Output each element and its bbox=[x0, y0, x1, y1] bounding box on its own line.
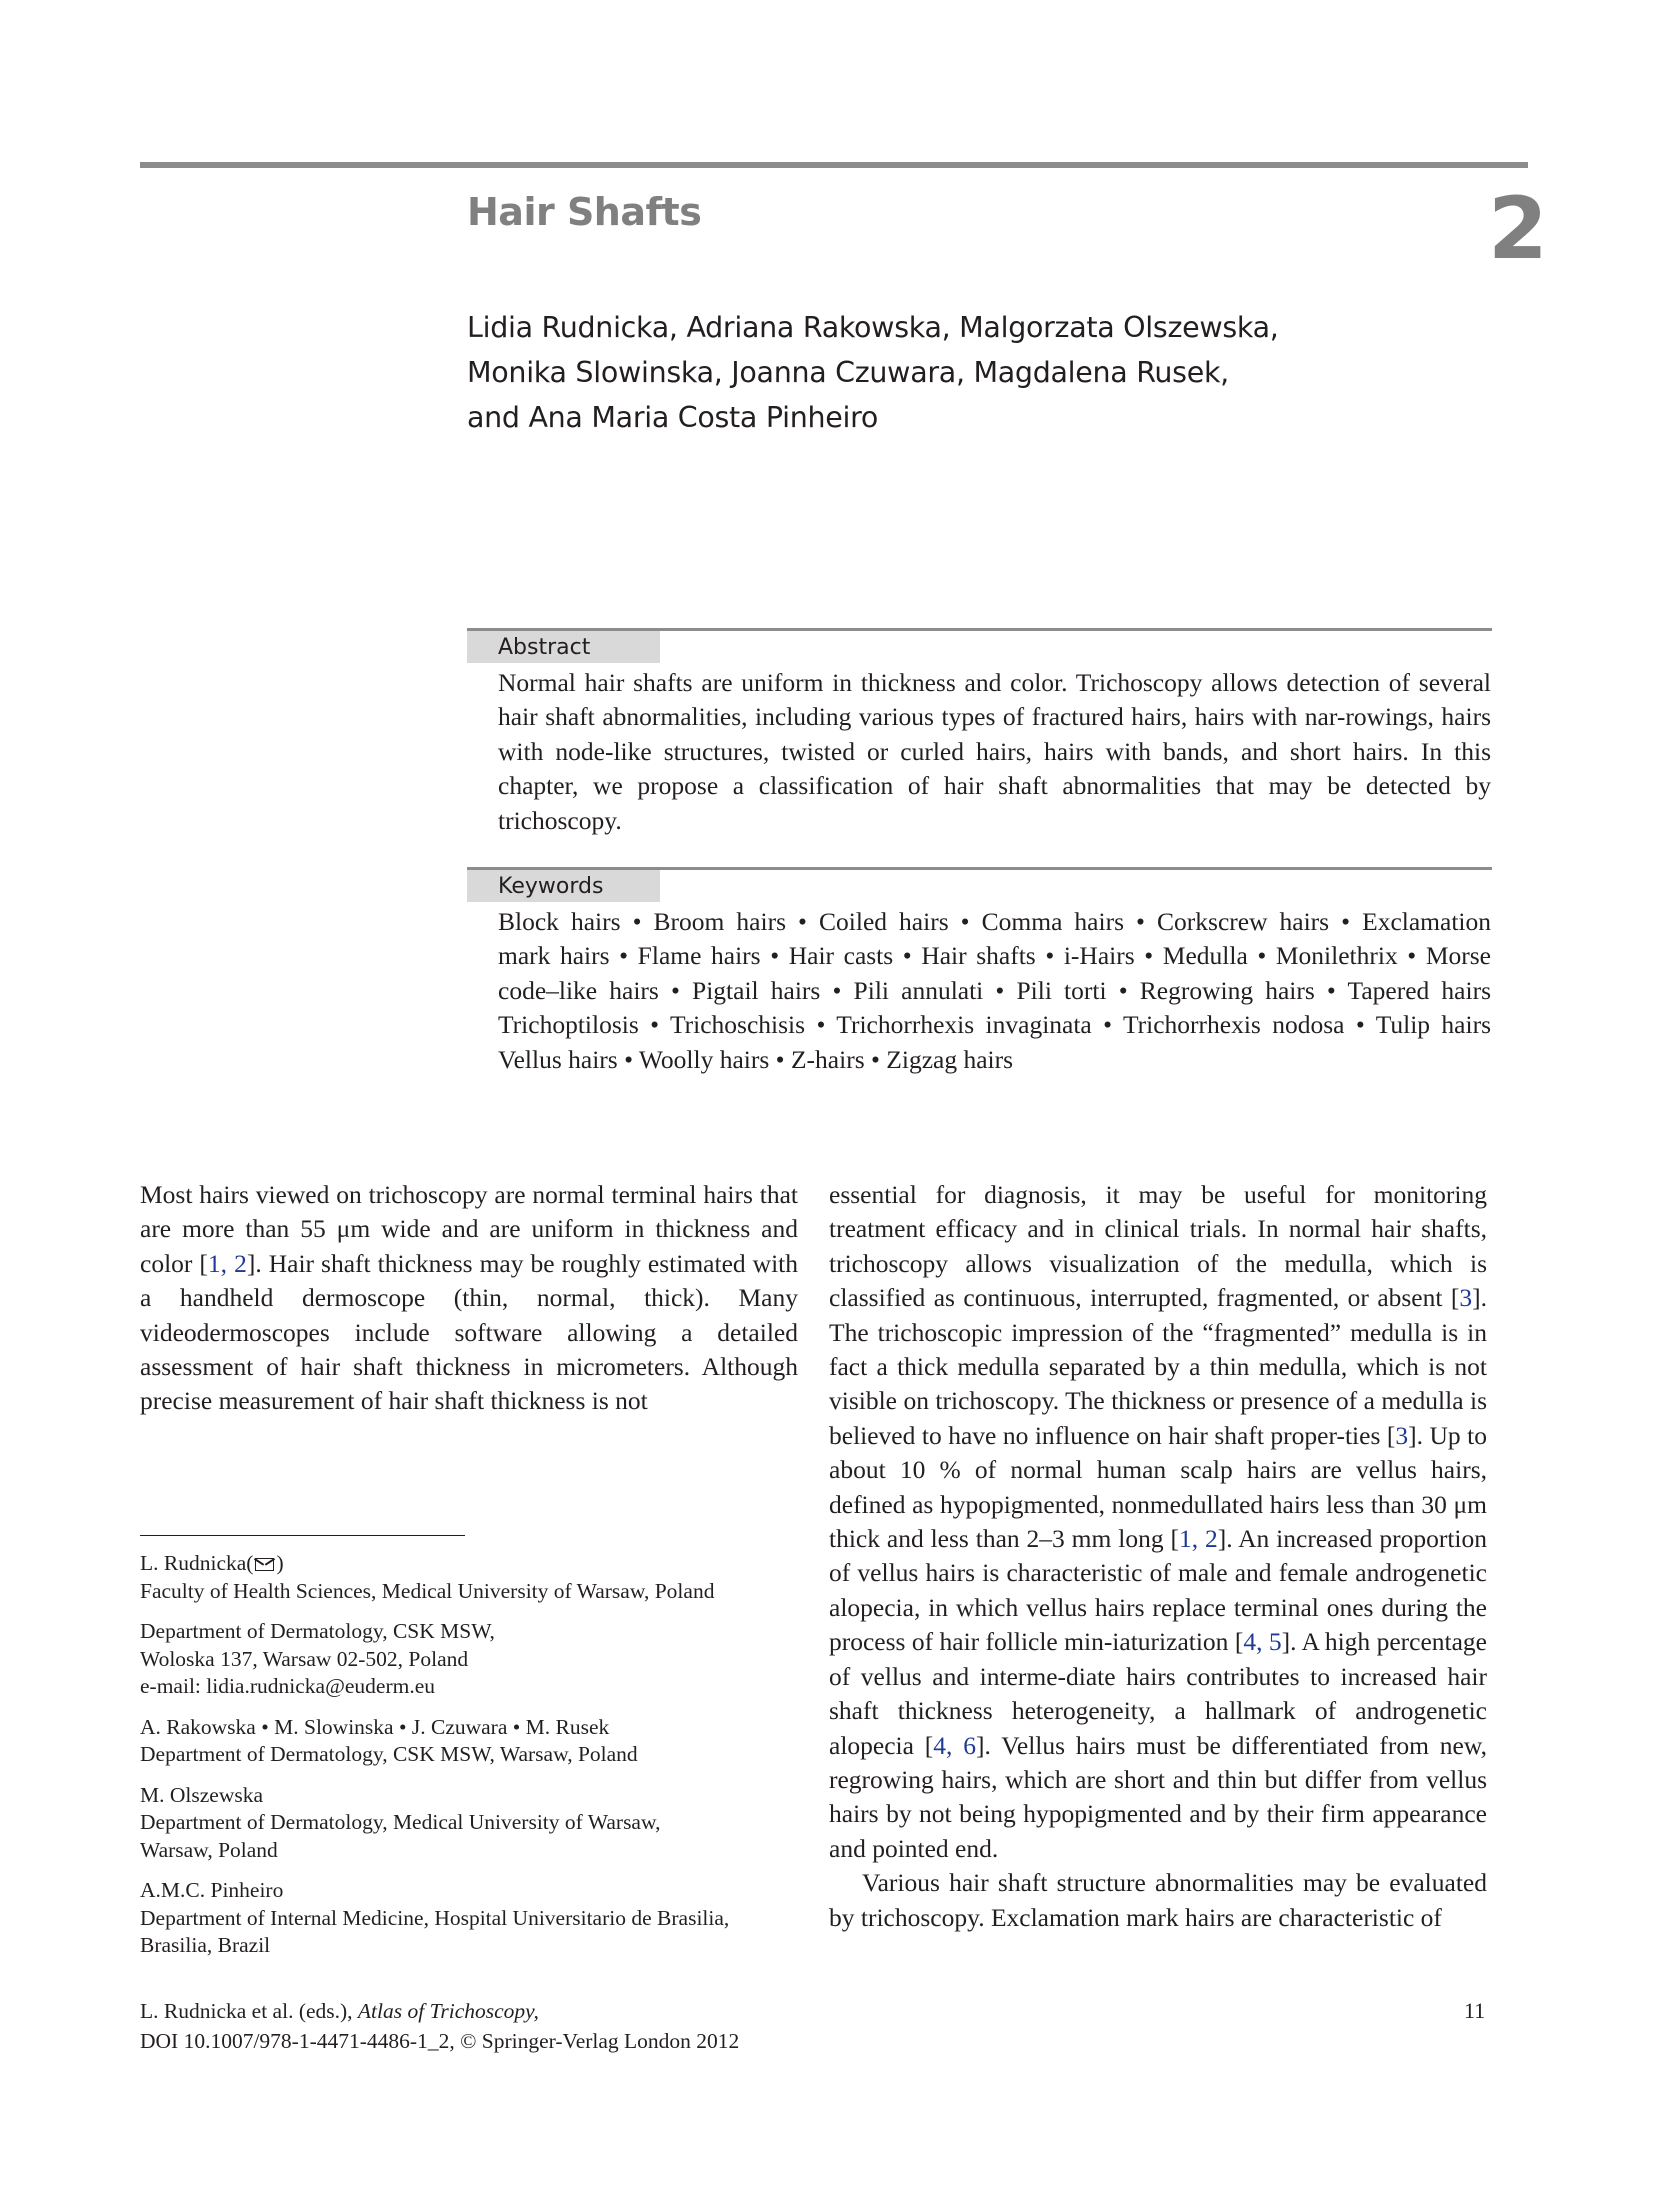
reference-link[interactable]: 3 bbox=[1459, 1283, 1473, 1313]
author-list bbox=[467, 305, 1367, 440]
keywords-line: code–like hairs • Pigtail hairs • Pili annulati • Pili torti • Regrowing hairs • Tapered hairs bbox=[498, 975, 1491, 1005]
book-citation bbox=[140, 1996, 739, 2056]
keywords-line: mark hairs • Flame hairs • Hair casts • Hair shafts • i-Hairs • Medulla • Monilethrix • Morse bbox=[498, 941, 1491, 971]
envelope-icon bbox=[255, 1558, 274, 1571]
reference-link[interactable]: 4, 5 bbox=[1243, 1627, 1282, 1657]
reference-link[interactable]: 1, 2 bbox=[1178, 1524, 1218, 1554]
author-line: and Ana Maria Costa Pinheiro bbox=[467, 401, 879, 434]
citation-line bbox=[140, 1996, 739, 2026]
chapter-top-rule bbox=[140, 162, 1528, 168]
body-paragraph: Various hair shaft structure abnormalities may be evaluated by trichoscopy. Exclamation mark hairs are characteristic of bbox=[829, 1868, 1487, 1932]
affiliation-block bbox=[140, 1550, 820, 1605]
affiliations bbox=[140, 1550, 820, 1973]
affiliation-block bbox=[140, 1782, 820, 1865]
footnote-rule bbox=[140, 1535, 465, 1536]
abstract-label: Abstract bbox=[467, 631, 660, 663]
email-line[interactable]: e-mail: lidia.rudnicka@euderm.eu bbox=[140, 1674, 436, 1698]
corresponding-author: L. Rudnicka( ) bbox=[140, 1551, 284, 1575]
text-run: ]. Vellus hairs must be differentiated from new, regrowing hairs, which are short and thin but differ from vellus hairs by not being hypopigmented and by their firm appearance and pointed end. bbox=[829, 1730, 1488, 1863]
affiliation-line: Department of Internal Medicine, Hospital Universitario de Brasilia, bbox=[140, 1905, 730, 1930]
body-right-column bbox=[829, 1178, 1487, 1935]
affiliation-line: A.M.C. Pinheiro bbox=[140, 1878, 284, 1902]
author-name: L. Rudnicka bbox=[140, 1551, 247, 1575]
keywords-line: Block hairs • Broom hairs • Coiled hairs • Comma hairs • Corkscrew hairs • Exclamation bbox=[498, 907, 1491, 936]
body-paragraph bbox=[140, 1178, 798, 1419]
text-run: ]. The trichoscopic impression of the “fragmented” medulla is in fact a thick medulla separated by a thin medulla, which is not visible on trichoscopy. The thickness or presence of a medulla is believed to have no influence on hair shaft proper-ties [ bbox=[829, 1283, 1487, 1450]
keywords-line: Vellus hairs • Woolly hairs • Z-hairs • Zigzag hairs bbox=[498, 1044, 1014, 1074]
affiliation-line: Department of Dermatology, CSK MSW, Warsaw, Poland bbox=[140, 1742, 638, 1766]
affiliation-line: M. Olszewska bbox=[140, 1782, 264, 1807]
chapter-title: Hair Shafts bbox=[467, 190, 702, 234]
text-run: Most hairs viewed on trichoscopy are normal terminal hairs that are more than 55 μm wide and are uniform in thickness and color [ bbox=[140, 1180, 798, 1278]
affiliation-line: Brasilia, Brazil bbox=[140, 1933, 271, 1957]
text-run: essential for diagnosis, it may be useful for monitoring treatment efficacy and in clinical trials. In normal hair shafts, trichoscopy allows visualization of the medulla, which is classified as continuous, interrupted, fragmented, or absent [ bbox=[829, 1180, 1487, 1313]
author-line: Lidia Rudnicka, Adriana Rakowska, Malgorzata Olszewska, bbox=[467, 311, 1279, 344]
chapter-number: 2 bbox=[1488, 179, 1548, 279]
body-left-column bbox=[140, 1178, 798, 1419]
affiliation-block bbox=[140, 1714, 820, 1769]
abstract-text: Normal hair shafts are uniform in thickness and color. Trichoscopy allows detection of several hair shaft abnormalities, including various types of fractured hairs, hairs with nar-rowings, hairs with node-like structures, twisted or curled hairs, hairs with bands, and short hairs. In this chapter, we propose a classification of hair shaft abnormalities that may be detected by trichoscopy. bbox=[498, 668, 1491, 835]
reference-link[interactable]: 4, 6 bbox=[933, 1730, 977, 1760]
affiliation-block bbox=[140, 1618, 820, 1701]
reference-link[interactable]: 1, 2 bbox=[207, 1248, 247, 1278]
text-run: ]. A high percentage of vellus and interme-diate hairs contributes to increased hair shaft thickness heterogeneity, a hallmark of androgenetic alopecia [ bbox=[829, 1627, 1487, 1760]
text-run: ]. Hair shaft thickness may be roughly estimated with a handheld dermoscope (thin, normal, thick). Many videodermoscopes include software allowing a detailed assessment of hair shaft thickness in micrometers. Although precise measurement of hair shaft thickness is not bbox=[140, 1248, 799, 1416]
author-line: Monika Slowinska, Joanna Czuwara, Magdalena Rusek, bbox=[467, 356, 1229, 389]
reference-link[interactable]: 3 bbox=[1395, 1420, 1409, 1450]
page-number: 11 bbox=[1464, 1998, 1486, 2023]
affiliation-line: Faculty of Health Sciences, Medical University of Warsaw, Poland bbox=[140, 1578, 715, 1603]
text-run: ]. Up to about 10 % of normal human scalp hairs are vellus hairs, defined as hypopigmented, nonmedullated hairs less than 30 μm thick and less than 2–3 mm long [ bbox=[829, 1420, 1487, 1554]
affiliation-line: A. Rakowska • M. Slowinska • J. Czuwara • M. Rusek bbox=[140, 1714, 610, 1739]
keywords-list bbox=[498, 905, 1491, 1077]
affiliation-line: Warsaw, Poland bbox=[140, 1837, 278, 1862]
body-paragraph bbox=[829, 1178, 1487, 1866]
affiliation-line: Woloska 137, Warsaw 02-502, Poland bbox=[140, 1646, 469, 1671]
citation-doi: DOI 10.1007/978-1-4471-4486-1_2, © Springer-Verlag London 2012 bbox=[140, 2029, 740, 2053]
citation-book-title: Atlas of Trichoscopy, bbox=[357, 1999, 539, 2023]
keywords-line: Trichoptilosis • Trichoschisis • Trichorrhexis invaginata • Trichorrhexis nodosa • Tulip hairs bbox=[498, 1010, 1491, 1040]
keywords-label: Keywords bbox=[467, 870, 660, 902]
affiliation-line: Department of Dermatology, CSK MSW, bbox=[140, 1619, 495, 1643]
citation-editors: L. Rudnicka et al. (eds.), bbox=[140, 1999, 358, 2023]
text-run: ]. An increased proportion of vellus hairs is characteristic of male and female androgenetic alopecia, in which vellus hairs replace terminal ones during the process of hair follicle min-iaturization [ bbox=[829, 1524, 1487, 1657]
affiliation-block bbox=[140, 1877, 820, 1960]
affiliation-line: Department of Dermatology, Medical University of Warsaw, bbox=[140, 1810, 661, 1834]
